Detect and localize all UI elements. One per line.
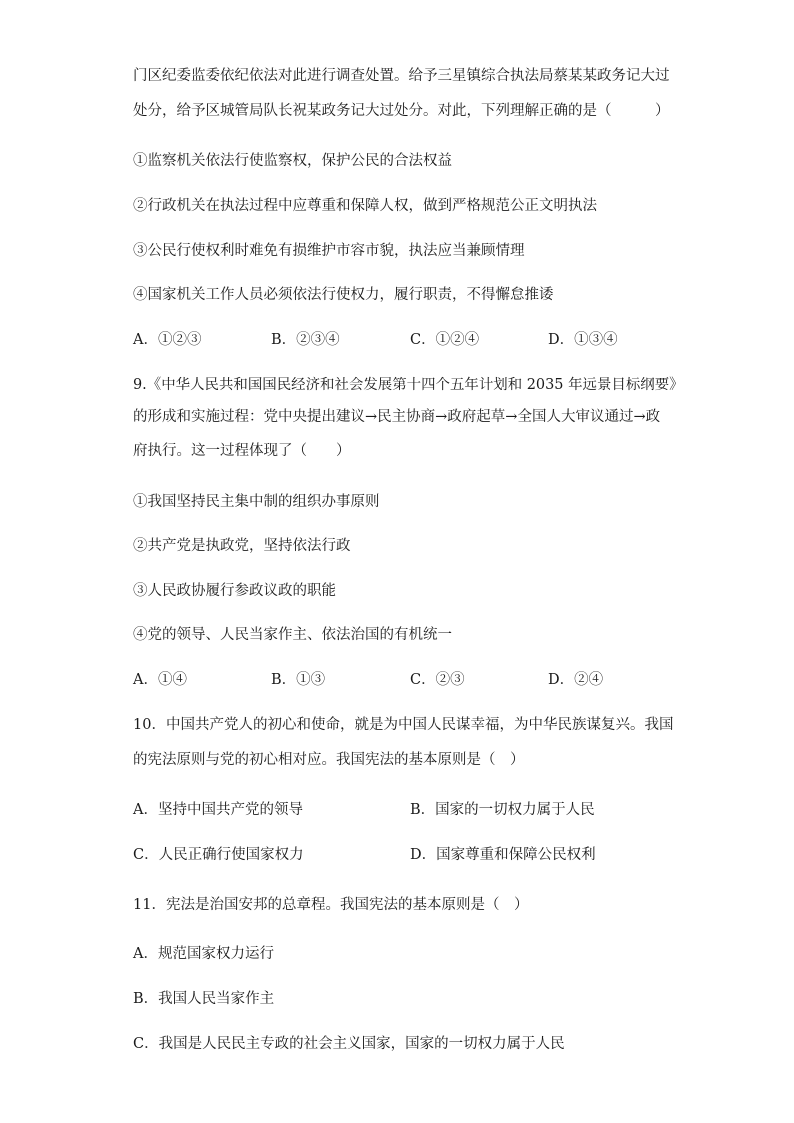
q9-item-3: ③人民政协履行参政议政的职能 <box>133 583 336 599</box>
q8-item-1: ①监察机关依法行使监察权，保护公民的合法权益 <box>133 153 452 169</box>
q10-option-a: A．坚持中国共产党的领导 <box>133 802 303 818</box>
q9-item-4: ④党的领导、人民当家作主、依法治国的有机统一 <box>133 627 452 643</box>
q10-stem-line-1: 10．中国共产党人的初心和使命，就是为中国人民谋幸福，为中华民族谋复兴。我国 <box>133 717 674 733</box>
q8-stem-line-1: 门区纪委监委依纪依法对此进行调查处置。给予三星镇综合执法局蔡某某政务记大过 <box>133 68 670 84</box>
q8-item-4: ④国家机关工作人员必须依法行使权力，履行职责，不得懈怠推诿 <box>133 287 554 303</box>
q9-stem-line-1: 9.《中华人民共和国国民经济和社会发展第十四个五年计划和 2035 年远景目标纲要》 <box>133 377 684 393</box>
q9-stem-line-2: 的形成和实施过程：党中央提出建议→民主协商→政府起草→全国人大审议通过→政 <box>133 409 661 425</box>
q9-stem-line-3: 府执行。这一过程体现了（ ） <box>133 443 351 459</box>
q10-option-b: B．国家的一切权力属于人民 <box>410 802 595 818</box>
q9-option-a: A．①④ <box>133 672 187 688</box>
q10-option-d: D．国家尊重和保障公民权利 <box>410 847 596 863</box>
q11-stem-line-1: 11．宪法是治国安邦的总章程。我国宪法的基本原则是（ ） <box>133 897 529 913</box>
q9-option-c: C．②③ <box>410 672 465 688</box>
q8-item-2: ②行政机关在执法过程中应尊重和保障人权，做到严格规范公正文明执法 <box>133 198 597 214</box>
q10-option-c: C．人民正确行使国家权力 <box>133 847 304 863</box>
q8-item-3: ③公民行使权利时难免有损维护市容市貌，执法应当兼顾情理 <box>133 243 525 259</box>
q8-option-a: A．①②③ <box>133 332 202 348</box>
q8-option-b: B．②③④ <box>271 332 340 348</box>
q8-option-d: D．①③④ <box>548 332 618 348</box>
q8-option-c: C．①②④ <box>410 332 480 348</box>
q9-item-2: ②共产党是执政党，坚持依法行政 <box>133 538 351 554</box>
q9-item-1: ①我国坚持民主集中制的组织办事原则 <box>133 494 380 510</box>
q11-option-b: B．我国人民当家作主 <box>133 991 275 1007</box>
q11-option-a: A．规范国家权力运行 <box>133 946 274 962</box>
q8-stem-line-2: 处分，给予区城管局队长祝某政务记大过处分。对此，下列理解正确的是（ ） <box>133 103 670 119</box>
q11-option-c: C．我国是人民民主专政的社会主义国家，国家的一切权力属于人民 <box>133 1036 565 1052</box>
q10-stem-line-2: 的宪法原则与党的初心相对应。我国宪法的基本原则是（ ） <box>133 752 525 768</box>
q9-option-b: B．①③ <box>271 672 326 688</box>
q9-option-d: D．②④ <box>548 672 604 688</box>
